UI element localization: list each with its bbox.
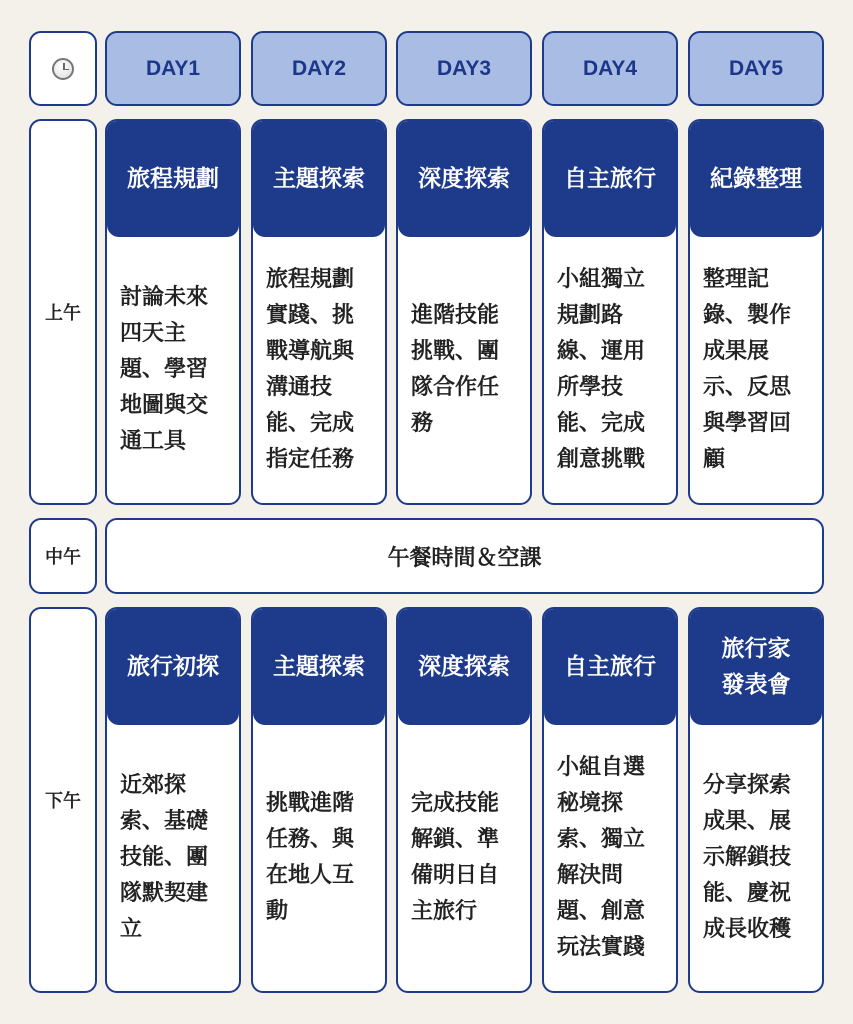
card-title: 自主旅行 <box>544 609 676 725</box>
card-description: 近郊探索、基礎技能、團隊默契建立 <box>120 773 209 942</box>
card-description: 挑戰進階任務、與在地人互動 <box>266 791 355 924</box>
morning-card-day3 <box>396 119 532 505</box>
afternoon-label: 下午 <box>29 607 97 993</box>
card-title: 旅行初探 <box>107 609 239 725</box>
card-title: 深度探索 <box>398 121 530 237</box>
card-description: 進階技能挑戰、團隊合作任務 <box>411 303 500 436</box>
noon-label: 中午 <box>29 518 97 594</box>
card-description: 整理記錄、製作成果展示、反思與學習回顧 <box>703 267 792 472</box>
card-description: 完成技能解鎖、準備明日自主旅行 <box>411 791 500 924</box>
card-description: 小組自選秘境探索、獨立解決問題、創意玩法實踐 <box>557 755 646 960</box>
day-header-4: DAY4 <box>542 31 678 106</box>
afternoon-card-day1 <box>105 607 241 993</box>
day-header-3: DAY3 <box>396 31 532 106</box>
card-description: 討論未來四天主題、學習地圖與交通工具 <box>120 285 209 454</box>
morning-card-day2 <box>251 119 387 505</box>
clock-icon <box>52 58 74 80</box>
card-title: 主題探索 <box>253 609 385 725</box>
afternoon-card-day4 <box>542 607 678 993</box>
card-description: 分享探索成果、展示解鎖技能、慶祝成長收穫 <box>703 773 792 942</box>
card-title: 紀錄整理 <box>690 121 822 237</box>
card-description: 小組獨立規劃路線、運用所學技能、完成創意挑戰 <box>557 267 646 472</box>
day-header-1: DAY1 <box>105 31 241 106</box>
card-title: 自主旅行 <box>544 121 676 237</box>
afternoon-card-day3 <box>396 607 532 993</box>
card-description: 旅程規劃實踐、挑戰導航與溝通技能、完成指定任務 <box>266 267 355 472</box>
morning-card-day4 <box>542 119 678 505</box>
afternoon-card-day5 <box>688 607 824 993</box>
card-title: 旅行家 發表會 <box>690 609 822 725</box>
morning-label: 上午 <box>29 119 97 505</box>
morning-card-day5 <box>688 119 824 505</box>
clock-header-cell <box>29 31 97 106</box>
day-header-2: DAY2 <box>251 31 387 106</box>
card-title: 主題探索 <box>253 121 385 237</box>
morning-card-day1 <box>105 119 241 505</box>
card-title: 旅程規劃 <box>107 121 239 237</box>
afternoon-card-day2 <box>251 607 387 993</box>
card-title: 深度探索 <box>398 609 530 725</box>
day-header-5: DAY5 <box>688 31 824 106</box>
lunch-break-banner: 午餐時間＆空課 <box>105 518 824 594</box>
